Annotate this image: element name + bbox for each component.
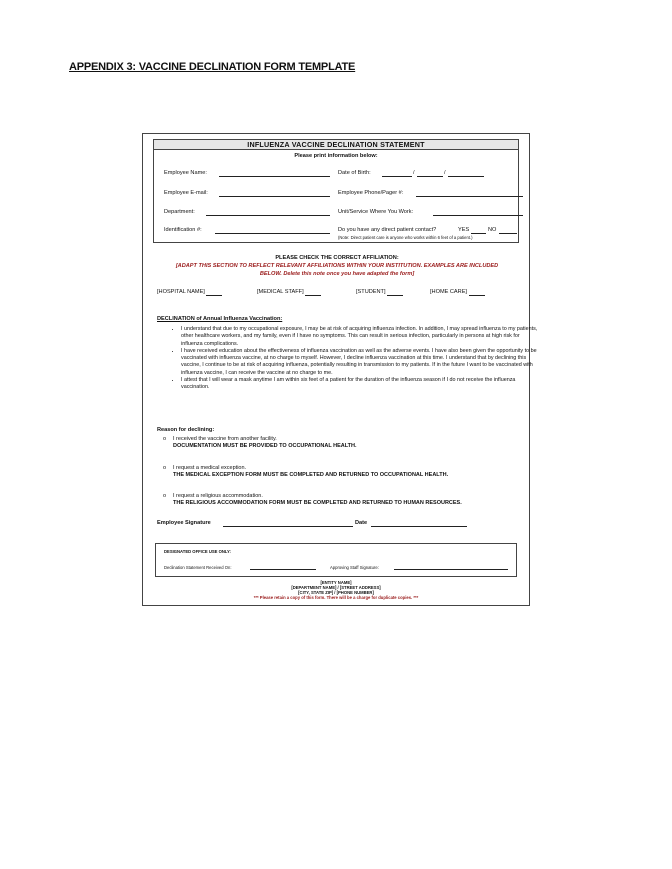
declination-list	[163, 326, 541, 392]
option-circle-icon[interactable]: o	[163, 493, 167, 499]
received-on-label: Declination Statement Received On:	[164, 565, 232, 570]
employee-phone-label: Employee Phone/Pager #:	[338, 190, 404, 196]
print-instruction: Please print information below:	[294, 153, 378, 159]
affiliation-option-label: [MEDICAL STAFF]	[257, 289, 304, 295]
option-circle-icon[interactable]: o	[163, 436, 167, 442]
reason-option-religious[interactable]	[163, 493, 462, 508]
direct-contact-question: Do you have any direct patient contact?	[338, 227, 437, 233]
option-circle-icon[interactable]: o	[163, 465, 167, 471]
affiliation-checkbox[interactable]	[305, 289, 321, 296]
date-of-birth-label: Date of Birth:	[338, 170, 371, 176]
reason-option-medical[interactable]	[163, 465, 449, 480]
received-on-field[interactable]	[250, 565, 316, 570]
reason-label: I request a religious accommodation.	[173, 493, 263, 499]
no-label: NO	[488, 227, 497, 233]
declination-bullet: • I have received education about the effectiveness of influenza vaccination as well as the adverse events. I have also been given the opportunity to be vaccinated with influenza vaccine, at no charge to myself. However, I decline influenza vaccination at this time. I understand that by declining this vaccine, I continue to be at risk of acquiring influenza, potentially resulting in transmission to my patients. If in the future I want to be vaccinated with influenza vaccine, I can receive the vaccine at no charge to me.	[181, 348, 541, 377]
employee-email-label: Employee E-mail:	[164, 190, 208, 196]
yes-label: YES	[458, 227, 470, 233]
approving-staff-label: Approving Staff Signature:	[330, 565, 379, 570]
employee-info-box	[153, 150, 519, 243]
office-use-heading: DESIGNATED OFFICE USE ONLY:	[164, 549, 231, 554]
reason-label: I received the vaccine from another facility.	[173, 436, 277, 442]
form-header: INFLUENZA VACCINE DECLINATION STATEMENT	[153, 139, 519, 150]
declination-bullet: • I attest that I will wear a mask anytime I am within six feet of a patient for the duration of the influenza season if I do not receive the influenza vaccination.	[181, 377, 541, 392]
dob-year-field[interactable]	[448, 170, 484, 177]
footer-entity: [ENTITY NAME]	[320, 580, 352, 585]
department-field[interactable]	[206, 209, 330, 216]
affiliation-option-home-care[interactable]	[430, 289, 485, 296]
reason-instruction: DOCUMENTATION MUST BE PROVIDED TO OCCUPATIONAL HEALTH.	[173, 443, 357, 450]
affiliation-option-student[interactable]	[356, 289, 403, 296]
employee-name-label: Employee Name:	[164, 170, 207, 176]
footer-retain-note: *** Please retain a copy of this form. There will be a charge for duplicate copies. ***	[253, 595, 419, 600]
affiliation-checkbox[interactable]	[206, 289, 222, 296]
direct-contact-note: (Note: Direct patient care is anyone who works within 6 feet of a patient.)	[338, 235, 473, 240]
employee-signature-label: Employee Signature	[157, 520, 211, 526]
affiliation-option-hospital[interactable]	[157, 289, 222, 296]
declination-bullet: • I understand that due to my occupational exposure, I may be at risk of acquiring influenza infection. In addition, I may spread influenza to my patients, other healthcare workers, and my family, even if I have no symptoms. This can result in serious infection, particularly in persons at high risk for influenza complications.	[181, 326, 541, 348]
signature-date-field[interactable]	[371, 520, 467, 527]
declination-heading: DECLINATION of Annual Influenza Vaccination:	[157, 316, 283, 322]
footer-dept-address: [DEPARTMENT NAME] / [STREET ADDRESS]	[291, 585, 381, 590]
identification-field[interactable]	[215, 227, 330, 234]
reason-heading: Reason for declining:	[157, 427, 215, 433]
affiliation-note-line2: BELOW. Delete this note once you have adapted the form]	[259, 271, 415, 277]
affiliation-option-label: [HOSPITAL NAME]	[157, 289, 205, 295]
affiliation-option-label: [STUDENT]	[356, 289, 386, 295]
employee-signature-field[interactable]	[223, 520, 353, 527]
dob-day-field[interactable]	[417, 170, 443, 177]
reason-instruction: THE MEDICAL EXCEPTION FORM MUST BE COMPLETED AND RETURNED TO OCCUPATIONAL HEALTH.	[173, 472, 449, 479]
declination-form	[142, 133, 538, 606]
reason-label: I request a medical exception.	[173, 465, 247, 471]
employee-email-field[interactable]	[219, 190, 330, 197]
dob-separator: /	[444, 170, 446, 176]
unit-service-label: Unit/Service Where You Work:	[338, 209, 414, 215]
affiliation-option-label: [HOME CARE]	[430, 289, 467, 295]
footer-city-phone: [CITY, STATE ZIP] / [PHONE NUMBER]	[298, 590, 374, 595]
identification-label: Identification #:	[164, 227, 202, 233]
date-label: Date	[355, 520, 368, 526]
office-use-box	[155, 543, 517, 577]
employee-phone-field[interactable]	[416, 190, 523, 197]
employee-name-field[interactable]	[219, 170, 330, 177]
no-checkbox[interactable]	[499, 227, 517, 234]
unit-service-field[interactable]	[433, 209, 523, 216]
appendix-title: APPENDIX 3: VACCINE DECLINATION FORM TEMPLATE	[69, 61, 356, 73]
yes-checkbox[interactable]	[471, 227, 486, 234]
affiliation-heading: PLEASE CHECK THE CORRECT AFFILIATION:	[275, 255, 399, 261]
department-label: Department:	[164, 209, 195, 215]
reason-instruction: THE RELIGIOUS ACCOMMODATION FORM MUST BE COMPLETED AND RETURNED TO HUMAN RESOURCES.	[173, 500, 462, 507]
affiliation-checkbox[interactable]	[387, 289, 403, 296]
affiliation-checkbox[interactable]	[469, 289, 485, 296]
dob-month-field[interactable]	[382, 170, 412, 177]
affiliation-note-line1: [ADAPT THIS SECTION TO REFLECT RELEVANT AFFILIATIONS WITHIN YOUR INSTITUTION. EXAMPLES ARE INCLUDED	[175, 263, 499, 269]
approving-staff-field[interactable]	[394, 565, 508, 570]
affiliation-option-medical-staff[interactable]	[257, 289, 321, 296]
dob-separator: /	[413, 170, 415, 176]
reason-option-other-facility[interactable]	[163, 436, 357, 451]
